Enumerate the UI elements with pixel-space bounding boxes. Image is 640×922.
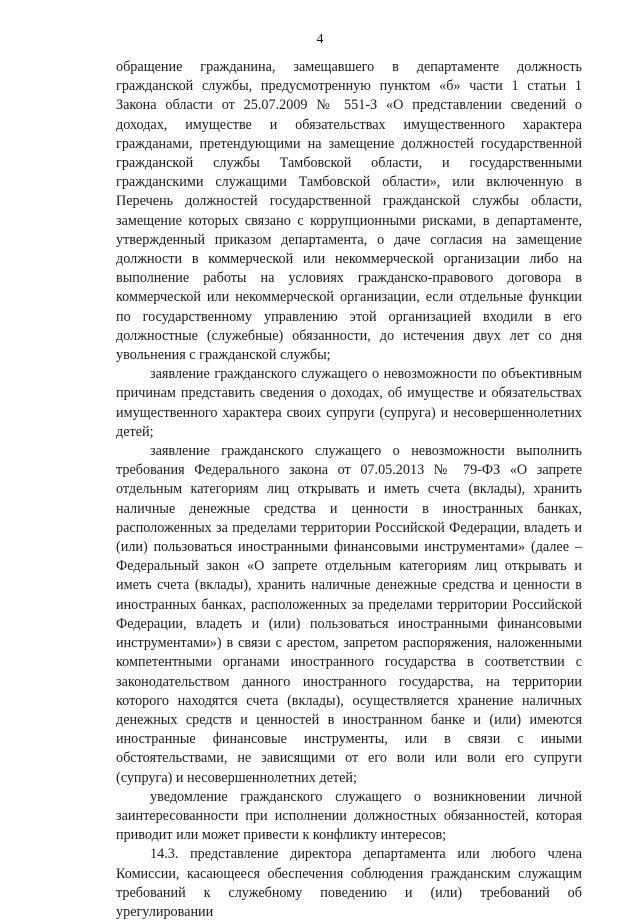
paragraph-foreign-accounts: заявление гражданского служащего о невозможности выполнить требования Федерального закона от 07.05.2013 № 79-ФЗ «О запрете отдельным категориям лиц открывать и иметь счета (вклады), хранить наличные денежные средства и ценности в иностранных банках, расположенных за пределами территории Российской Федерации, владеть и (или) пользоваться иностранными финансовыми инструментами» (далее – Федеральный закон «О запрете отдельным категориям лиц открывать и иметь счета (вклады), хранить наличные денежные средства и ценности в иностранных банках, расположенных за пределами территории Российской Федерации, владеть и (или) пользоваться иностранными финансовыми инструментами») в связи с арестом, запретом распоряжения, наложенными компетентными органами иностранного государства в соответствии с законодательством данного иностранного государства, на территории которого находятся счета (вклады), осуществляется хранение наличных денежных средств и ценностей в иностранном банке и (или) имеются иностранные финансовые инструменты, или в связи с иными обстоятельствами, не зависящими от его воли или воли его супруги (супруга) и несовершеннолетних детей; (116, 443, 582, 786)
paragraph-appeal: обращение гражданина, замещавшего в департаменте должность гражданской службы, предусмотренную пунктом «б» части 1 статьи 1 Закона области от 25.07.2009 № 551-З «О представлении сведений о доходах, имуществе и обязательствах имущественного характера гражданами, претендующими на замещение должностей государственной гражданской службы Тамбовской области, и государственными гражданскими служащими Тамбовской области», или включенную в Перечень должностей государственной гражданской службы области, замещение которых связано с коррупционными рисками, в департаменте, утвержденный приказом департамента, о даче согласия на замещение должности в коммерческой или некоммерческой организации либо на выполнение работы на условиях гражданско-правового договора в коммерческой или некоммерческой организации, если отдельные функции по государственному управлению этой организацией входили в его должностные (служебные) обязанности, до истечения двух лет со дня увольнения с гражданской службы; (116, 59, 582, 364)
paragraph-conflict-interest: уведомление гражданского служащего о возникновении личной заинтересованности при исполнении должностных обязанностей, которая приводит или может привести к конфликту интересов; (116, 788, 582, 844)
paragraph-14-3: 14.3. представление директора департамента или любого члена Комиссии, касающееся обеспечения соблюдения гражданским служащим требований к служебному поведению и (или) требований об урегулировании (116, 846, 582, 920)
paragraph-income-statement: заявление гражданского служащего о невозможности по объективным причинам представить сведения о доходах, об имуществе и обязательствах имущественного характера своих супруги (супруга) и несовершеннолетних детей; (116, 366, 582, 440)
page-number: 4 (316, 32, 324, 47)
document-body (116, 58, 582, 922)
